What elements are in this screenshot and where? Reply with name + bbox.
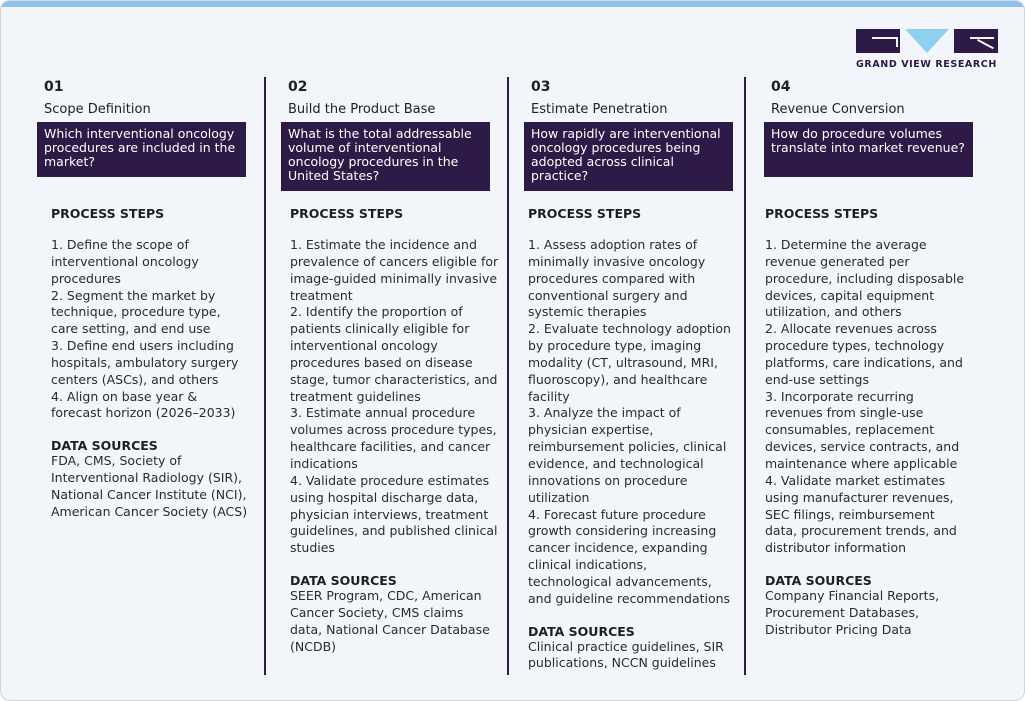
data-sources-text: Clinical practice guidelines, SIR publications, NCCN guidelines bbox=[528, 638, 724, 671]
process-step: 2. Segment the market by technique, procedure type, care setting, and end use bbox=[51, 287, 221, 337]
step-body bbox=[524, 206, 733, 672]
step-title: Estimate Penetration bbox=[531, 102, 668, 117]
process-steps-heading: PROCESS STEPS bbox=[290, 206, 404, 221]
brand-logo bbox=[856, 29, 998, 73]
top-accent-bar bbox=[1, 1, 1024, 7]
logo-r-block bbox=[954, 29, 998, 53]
data-sources-text: FDA, CMS, Society of Interventional Radiology (SIR), National Cancer Institute (NCI), American Cancer Society (ACS) bbox=[51, 453, 248, 519]
data-sources-heading: DATA SOURCES bbox=[51, 438, 158, 454]
data-sources-text: Company Financial Reports, Procurement Databases, Distributor Pricing Data bbox=[765, 588, 940, 637]
logo-v-block bbox=[905, 29, 949, 53]
step-column-scope bbox=[37, 79, 246, 521]
process-step: 1. Define the scope of interventional oncology procedures bbox=[51, 237, 199, 286]
logo-g-block bbox=[856, 29, 900, 53]
process-step: 3. Estimate annual procedure volumes across procedure types, healthcare facilities, and cancer indications bbox=[290, 405, 497, 471]
process-step: 2. Evaluate technology adoption by procedure type, imaging modality (CT, ultrasound, MRI, fluoroscopy), and healthcare facility bbox=[528, 321, 731, 404]
step-question: What is the total addressable volume of interventional oncology procedures in the United States? bbox=[281, 122, 490, 191]
step-number: 02 bbox=[288, 79, 308, 95]
process-step: 1. Estimate the incidence and prevalence of cancers eligible for image-guided minimally invasive treatment bbox=[290, 237, 499, 303]
step-number: 03 bbox=[531, 79, 551, 95]
step-question: Which interventional oncology procedures are included in the market? bbox=[37, 122, 246, 177]
step-body bbox=[764, 206, 973, 639]
logo-mark bbox=[856, 29, 998, 53]
step-number: 01 bbox=[44, 79, 64, 95]
process-step: 2. Identify the proportion of patients clinically eligible for interventional oncology procedures based on disease stage, tumor characteristics, and treatment guidelines bbox=[290, 304, 498, 404]
step-title: Build the Product Base bbox=[288, 102, 436, 117]
process-steps-heading: PROCESS STEPS bbox=[528, 206, 642, 221]
data-sources-heading: DATA SOURCES bbox=[290, 573, 397, 589]
process-step: 2. Allocate revenues across procedure types, technology platforms, care indications, and end-use settings bbox=[765, 321, 963, 387]
process-steps-list bbox=[528, 237, 733, 608]
step-column-revenue bbox=[764, 79, 973, 639]
step-question: How rapidly are interventional oncology procedures being adopted across clinical practice? bbox=[524, 122, 733, 191]
process-step: 3. Analyze the impact of physician expertise, reimbursement policies, clinical evidence, and technological innovations on procedure utilization bbox=[528, 405, 727, 505]
process-step: 4. Validate market estimates using manufacturer revenues, SEC filings, reimbursement data, procurement trends, and distributor information bbox=[765, 472, 957, 556]
step-title: Revenue Conversion bbox=[771, 102, 905, 117]
process-step: 4. Validate procedure estimates using hospital discharge data, physician interviews, treatment guidelines, and published clinical studies bbox=[290, 472, 498, 556]
process-step: 3. Define end users including hospitals, ambulatory surgery centers (ASCs), and others bbox=[51, 338, 239, 387]
step-number: 04 bbox=[771, 79, 791, 95]
brand-name: GRAND VIEW RESEARCH bbox=[856, 59, 997, 70]
process-steps-list bbox=[290, 237, 500, 557]
step-title: Scope Definition bbox=[44, 102, 151, 117]
column-divider bbox=[264, 77, 266, 675]
process-step: 1. Assess adoption rates of minimally invasive oncology procedures compared with conventional surgery and systemic therapies bbox=[528, 237, 706, 320]
process-step: 3. Incorporate recurring revenues from single-use consumables, replacement devices, service contracts, and maintenance where applicable bbox=[765, 388, 960, 471]
process-step: 1. Determine the average revenue generated per procedure, including disposable devices, capital equipment utilization, and others bbox=[765, 237, 965, 320]
process-steps-list bbox=[765, 237, 970, 557]
column-divider bbox=[507, 77, 509, 675]
process-steps-heading: PROCESS STEPS bbox=[765, 206, 879, 221]
data-sources-heading: DATA SOURCES bbox=[528, 623, 635, 639]
process-steps-heading: PROCESS STEPS bbox=[51, 206, 165, 221]
process-steps-list bbox=[51, 237, 251, 422]
process-step: 4. Align on base year & forecast horizon (2026–2033) bbox=[51, 388, 236, 421]
step-column-product-base bbox=[281, 79, 499, 655]
column-divider bbox=[744, 77, 746, 675]
step-question: How do procedure volumes translate into market revenue? bbox=[764, 122, 973, 177]
data-sources-heading: DATA SOURCES bbox=[765, 573, 872, 589]
step-body bbox=[281, 206, 499, 655]
step-body bbox=[37, 206, 246, 521]
step-column-penetration bbox=[524, 79, 733, 672]
process-step: 4. Forecast future procedure growth considering increasing cancer incidence, expanding clinical indications, technological advancements, and guideline recommendations bbox=[528, 506, 731, 606]
data-sources-text: SEER Program, CDC, American Cancer Society, CMS claims data, National Cancer Database (NCDB) bbox=[290, 588, 490, 654]
